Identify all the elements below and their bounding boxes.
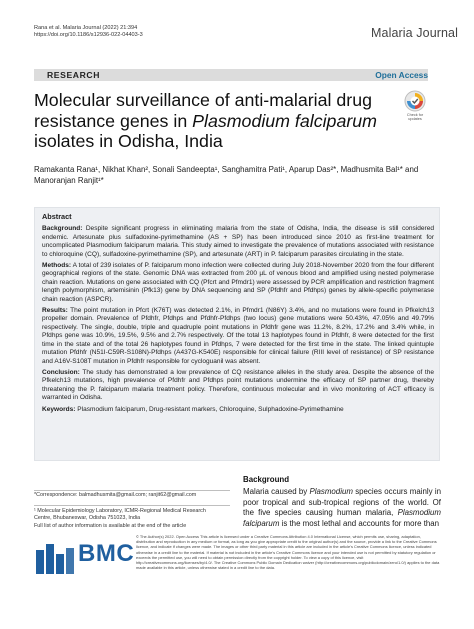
abstract-results — [42, 307, 434, 366]
section-heading-background: Background — [243, 475, 290, 484]
abstract-content — [42, 213, 434, 417]
abstract-conclusion — [42, 369, 434, 403]
abstract-keywords — [42, 406, 434, 414]
section-label: Methods: — [42, 262, 72, 270]
affiliation-note — [34, 508, 230, 530]
bmc-logo-text: BMC — [78, 540, 135, 567]
title-part: isolates in Odisha, India — [34, 131, 223, 151]
author-list: Ramakanta Rana¹, Nikhat Khan², Sonali Sandeepta¹, Sanghamitra Pati¹, Aparup Das²*, Madhusmita Bal¹* and Manoranjan Ranjit¹* — [34, 165, 419, 185]
doi-link[interactable]: https://doi.org/10.1186/s12936-022-04403-3 — [34, 32, 143, 39]
correspondence-note: *Correspondence: balmadhusmita@gmail.com; ranjit62@gmail.com — [34, 492, 197, 498]
article-type-label: RESEARCH — [47, 70, 101, 80]
citation-header — [34, 25, 143, 39]
footnote-divider — [34, 490, 230, 491]
text-run: Malaria caused by — [243, 487, 310, 496]
affiliation-line: ¹ Molecular Epidemiology Laboratory, ICMR-Regional Medical Research — [34, 508, 206, 514]
text-run-italic: Plasmodium falciparum — [243, 508, 441, 528]
license-statement: © The Author(s) 2022. Open Access This article is licensed under a Creative Commons Attribution 4.0 International License, which permits use, sharing, adaptation, distribution and reproduction in any medium or format, as long as you give appropriate credit to the original author(s) and the source, provide a link to the Creative Commons licence, and indicate if changes were made. The images or other third party material in this article are included in the article's Creative Commons licence, unless indicated otherwise in a credit line to the material. If material is not included in the article's Creative Commons licence and your intended use is not permitted by statutory regulation or exceeds the permitted use, you will need to obtain permission directly from the copyright holder. To view a copy of this licence, visit http://creativecommons.org/licenses/by/4.0/. The Creative Commons Public Domain Dedication waiver (http://creativecommons.org/publicdomain/zero/1.0/) applies to the data made available in this article, unless otherwise stated in a credit line to the data. — [136, 534, 440, 571]
section-text: The study has demonstrated a low prevalence of CQ resistance alleles in the study area. Despite the absence of the Pfkelch13 mutations, high prevalence of Pfdhfr and Pfdhps point mutations undermine the efficacy of SP partner drug, thereby threatening the P. falciparum malaria treatment policy. Therefore, continuous molecular and in vivo monitoring of ACT efficacy is warranted in Odisha. — [42, 368, 434, 402]
crossmark-label: Check for updates — [406, 113, 424, 121]
title-species: Plasmodium falciparum — [192, 110, 377, 131]
journal-name: Malaria Journal — [371, 26, 458, 40]
section-text: A total of 239 isolates of P. falciparum mono infection were collected during July 2018-November 2020 from the four different geographical regions of the state. Genomic DNA was extracted from 200 µL of venous blood and amplified using nested polymerase chain reaction. Mutations on gene associated with CQ (Pfcrt and Pfmdr1) were assessed by PCR amplification and restriction fragment length polymorphism, artemisinin (Pfk13) gene by DNA sequencing and SP (Pfdhfr and Pfdhps) genes by allele-specific polymerase chain reaction (ASPCR). — [42, 262, 434, 303]
abstract-background — [42, 225, 434, 259]
article-title — [34, 90, 424, 152]
affiliation-line: Centre, Bhubaneswar, Odisha 751023, India — [34, 515, 141, 522]
section-text: Plasmodium falciparum, Drug-resistant markers, Chloroquine, Sulphadoxine-Pyrimethamine — [75, 405, 344, 413]
title-part: Molecular surveillance of anti-malarial drug resistance genes in — [34, 90, 372, 131]
text-run-italic: Plasmodium — [309, 487, 353, 496]
abstract-heading: Abstract — [42, 212, 72, 221]
text-run: is the most lethal and accounts for more than — [279, 518, 440, 528]
section-text: Despite significant progress in eliminating malaria from the state of Odisha, India, the disease is still considered endemic. Artesunate plus sulfadoxine-pyrimethamine (AS + SP) has been introduced since 2010 as first-line treatment for uncomplicated Plasmodium falciparum malaria. This study aimed to investigate the prevalence of mutations associated with resistance to chloroquine (CQ), sulfadoxine-pyrimethamine (SP), and artesunate (ART) in P. falciparum parasites circulating in the state. — [42, 225, 434, 258]
crossmark-icon[interactable] — [404, 90, 426, 112]
affiliation-line: Full list of author information is available at the end of the article — [34, 522, 187, 529]
citation-line: Rana et al. Malaria Journal (2022) 21:394 — [34, 25, 138, 31]
footnote-divider — [34, 505, 230, 506]
open-access-label: Open Access — [375, 70, 428, 80]
section-label: Keywords: — [42, 405, 76, 413]
background-paragraph — [243, 487, 441, 529]
section-text: The point mutation in Pfcrt (K76T) was detected 2.1%, in Pfmdr1 (N86Y) 3.4%, and no mutations were found in Pfkelch13 propeller domain. Prevalence of Pfdhfr, Pfdhps and Pfdhfr-Pfdhps (two locus) gene mutations were 50.43%, 47.05% and 49.79% respectively. The single, double, triple and quadruple point mutations in Pfdhfr gene was 11.2%, 8.2%, 17.2% and 3.4% while, in Pfdhps gene was 10.9%, 19.5%, 9.5% and 2.7% respectively. Of the total 13 haplotypes found in Pfdhfr, 8 were detected for the first time in the state and of the total 26 haplotypes found in Pfdhps, 7 were detected for the first time in the state. The linked quintuple mutation Pfdhfr (N51I-C59R-S108N)-Pfdhps (A437G-K540E) responsible for clinical failure (RIII level of resistance) of SP resistance and A16V-S108T mutation in Pfdhfr responsible for cycloguanil was absent. — [42, 307, 434, 365]
text-run: species occurs mainly in poor tropical and sub-tropical regions of the world. Of the five species causing human malaria, — [243, 487, 441, 518]
section-label: Results: — [42, 307, 68, 315]
abstract-methods — [42, 262, 434, 304]
section-label: Conclusion: — [42, 368, 80, 376]
section-label: Background: — [42, 225, 83, 233]
